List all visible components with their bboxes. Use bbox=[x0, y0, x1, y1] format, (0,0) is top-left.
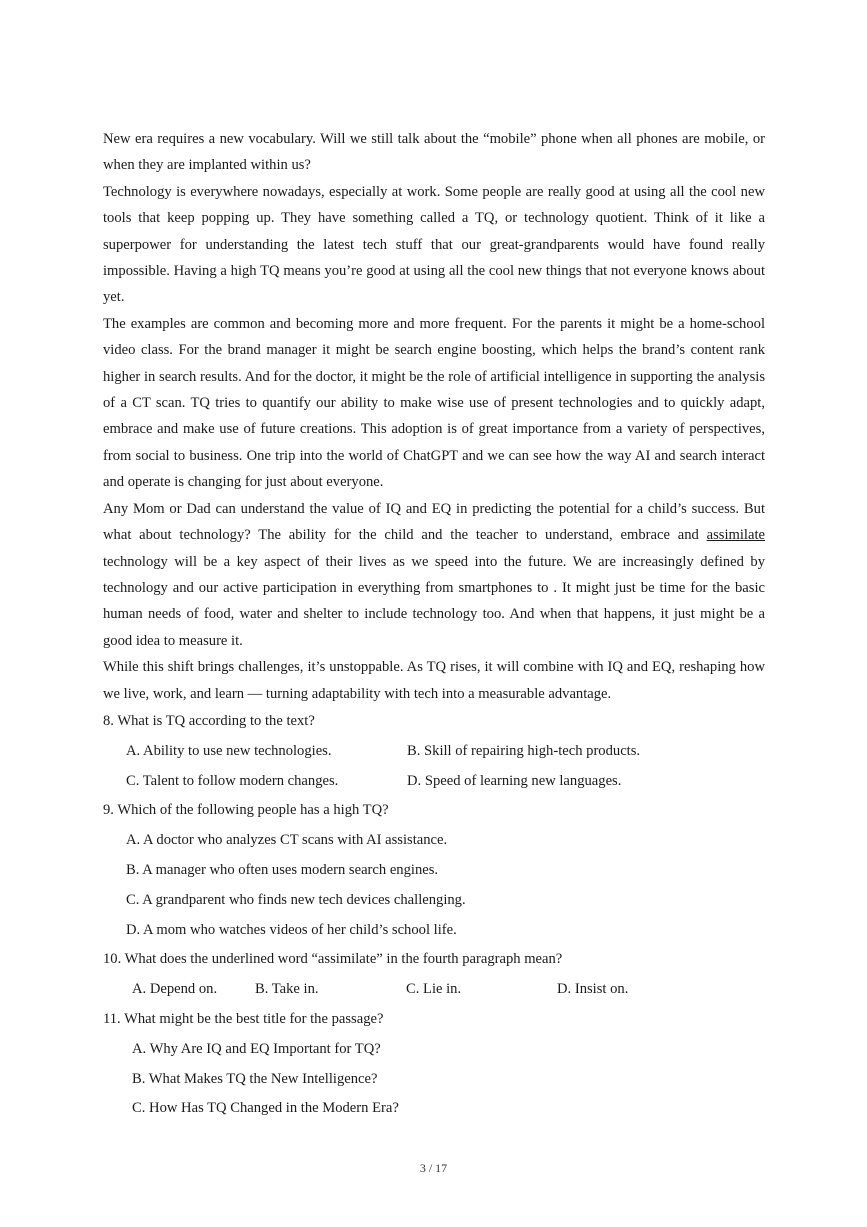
passage-paragraph-4 bbox=[103, 496, 765, 654]
question-8-options-row-1 bbox=[103, 737, 765, 767]
question-9-option-d[interactable]: D. A mom who watches videos of her child’s school life. bbox=[126, 921, 457, 938]
question-10-option-c[interactable]: C. Lie in. bbox=[406, 981, 462, 998]
paragraph-4-text-before: Any Mom or Dad can understand the value of IQ and EQ in predicting the potential for a child’s success. But what about technology? The ability for the child and the teacher to understand, embrace and bbox=[103, 500, 765, 544]
passage-paragraph-5: While this shift brings challenges, it’s unstoppable. As TQ rises, it will combine with IQ and EQ, reshaping how we live, work, and learn — turning adaptability with tech into a measurable advantage. bbox=[103, 659, 765, 702]
question-11-stem: 11. What might be the best title for the passage? bbox=[103, 1010, 384, 1027]
question-9-option-a[interactable]: A. A doctor who analyzes CT scans with AI assistance. bbox=[126, 832, 448, 849]
question-8-option-a[interactable]: A. Ability to use new technologies. bbox=[126, 742, 332, 759]
passage-paragraph-2: Technology is everywhere nowadays, especially at work. Some people are really good at using all the cool new tools that keep popping up. They have something called a TQ, or technology quotient. Think of it like a superpower for understanding the latest tech stuff that our great-grandparents would have found really impossible. Having a high TQ means you’re good at using all the cool new things that not everyone knows about yet. bbox=[103, 183, 765, 306]
question-10-option-a[interactable]: A. Depend on. bbox=[132, 981, 218, 998]
page-number: 3 / 17 bbox=[419, 1161, 448, 1175]
question-10-option-b[interactable]: B. Take in. bbox=[255, 981, 319, 998]
question-10-options-row bbox=[103, 975, 765, 1005]
paragraph-4-text-after: technology will be a key aspect of their lives as we speed into the future. We are increasingly defined by technology and our active participation in everything from smartphones to . It might just be time for the basic human needs of food, water and shelter to include technology too. And when that happens, it just might be a good idea to measure it. bbox=[103, 553, 765, 649]
question-11-option-b[interactable]: B. What Makes TQ the New Intelligence? bbox=[132, 1070, 378, 1087]
document-page bbox=[103, 126, 765, 1124]
question-8 bbox=[103, 707, 765, 796]
question-8-option-b[interactable]: B. Skill of repairing high-tech products. bbox=[407, 742, 641, 759]
question-8-stem: 8. What is TQ according to the text? bbox=[103, 712, 315, 729]
question-8-option-c[interactable]: C. Talent to follow modern changes. bbox=[126, 772, 339, 789]
question-11-option-a[interactable]: A. Why Are IQ and EQ Important for TQ? bbox=[132, 1040, 381, 1057]
question-8-options-row-2 bbox=[103, 767, 765, 797]
passage-paragraph-1: New era requires a new vocabulary. Will we still talk about the “mobile” phone when all phones are mobile, or when they are implanted within us? bbox=[103, 131, 765, 174]
question-11-option-c[interactable]: C. How Has TQ Changed in the Modern Era? bbox=[132, 1100, 399, 1117]
question-11 bbox=[103, 1005, 765, 1124]
underlined-word-assimilate: assimilate bbox=[706, 527, 765, 544]
question-9-stem: 9. Which of the following people has a high TQ? bbox=[103, 802, 389, 819]
question-8-option-d[interactable]: D. Speed of learning new languages. bbox=[407, 772, 622, 789]
question-9-option-b[interactable]: B. A manager who often uses modern search engines. bbox=[126, 861, 439, 878]
question-10 bbox=[103, 945, 765, 1005]
question-10-stem: 10. What does the underlined word “assimilate” in the fourth paragraph mean? bbox=[103, 951, 563, 968]
question-9 bbox=[103, 796, 765, 945]
question-9-option-c[interactable]: C. A grandparent who finds new tech devices challenging. bbox=[126, 891, 466, 908]
question-10-option-d[interactable]: D. Insist on. bbox=[557, 981, 629, 998]
passage-paragraph-3: The examples are common and becoming more and more frequent. For the parents it might be a home-school video class. For the brand manager it might be search engine boosting, which helps the brand’s content rank higher in search results. And for the doctor, it might be the role of artificial intelligence in supporting the analysis of a CT scan. TQ tries to quantify our ability to make wise use of present technologies and to quickly adapt, embrace and make use of future creations. This adoption is of great importance from a variety of perspectives, from social to business. One trip into the world of ChatGPT and we can see how the way AI and search interact and operate is changing for just about everyone. bbox=[103, 315, 765, 491]
